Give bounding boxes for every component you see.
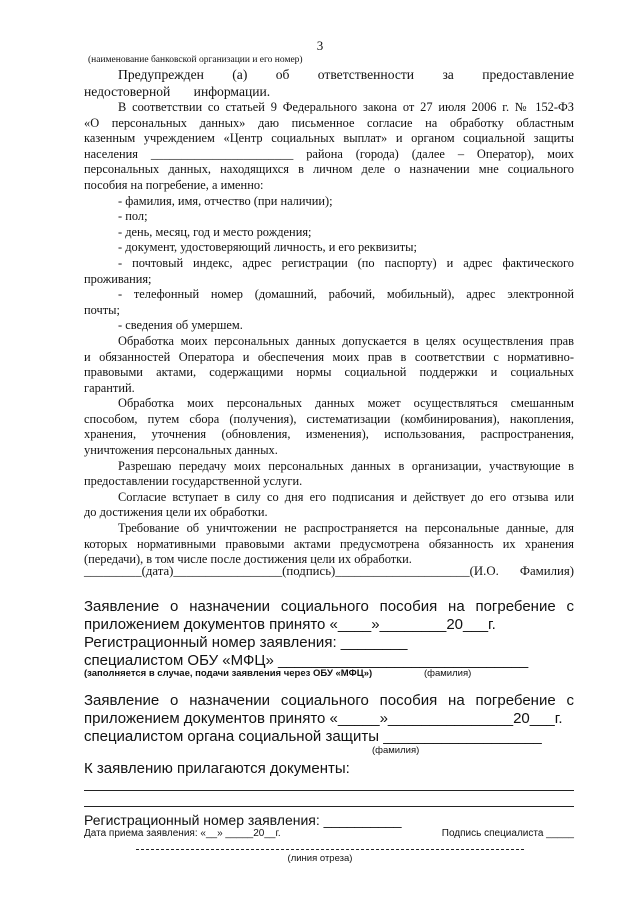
consent-para2-line3: правовыми актами, содержащими нормы социальной поддержки и социальных [84, 365, 574, 380]
tear-off-date-received: Дата приема заявления: «__» _____20__г. [84, 828, 281, 839]
consent-para3-line1: Обработка моих персональных данных может осуществляться смешанным [118, 396, 574, 411]
consent-para1-line4: населения _______________________ района (города) (далее – Оператор), моих [84, 146, 574, 161]
list-item-phone-line1: - телефонный номер (домашний, рабочий, мобильный), адрес электронной [118, 287, 574, 302]
consent-para1-line5: персональных данных, находящихся в личном деле о назначении мне социального [84, 162, 574, 177]
tear-off-reg-number: Регистрационный номер заявления: __________ [84, 812, 402, 828]
consent-para6-line3: (передачи), в том числе после достижения цели их обработки. [84, 552, 412, 567]
bank-caption: (наименование банковской организации и его номер) [88, 55, 303, 65]
mfc-note: (заполняется в случае, подачи заявления через ОБУ «МФЦ») [84, 668, 373, 679]
consent-para6-line2: которых нормативными правовыми актами предусмотрена обязанность их хранения [84, 536, 574, 551]
consent-para1-line2: «О персональных данных» даю письменное согласие на обработку областным [84, 115, 574, 130]
consent-para3-line2: способом, путем сбора (получения), систематизации (комбинирования), накопления, [84, 411, 574, 426]
mfc-line-4: специалистом ОБУ «МФЦ» ______________________________ [84, 652, 529, 669]
consent-para2-line1: Обработка моих персональных данных допускается в целях осуществления прав [118, 333, 574, 348]
consent-para3-line4: уничтожения персональных данных. [84, 443, 278, 458]
consent-para6-line1: Требование об уничтожении не распространяется на персональные данные, для [118, 521, 574, 536]
list-item-phone-line2: почты; [84, 302, 120, 317]
warning-line-2: недостоверной информации. [84, 84, 271, 99]
social-line-2: приложением документов принято «_____»_______________20___г. [84, 710, 563, 727]
attachments-line-1 [84, 790, 574, 791]
page-number: 3 [316, 38, 324, 53]
consent-para1-line6: пособия на погребение, а именно: [84, 177, 264, 192]
consent-para4-line2: предоставлении государственной услуги. [84, 474, 303, 489]
mfc-line-1: Заявление о назначении социального пособия на погребение с [84, 598, 574, 615]
consent-para2-line2: и обязанностей Оператора и обеспечения моих прав в соответствии с нормативно- [84, 349, 574, 364]
consent-para1-line1: В соответствии со статьей 9 Федерального закона от 27 июля 2006 г. № 152-ФЗ [118, 100, 574, 114]
social-line-1: Заявление о назначении социального пособия на погребение с [84, 692, 574, 709]
mfc-line-3: Регистрационный номер заявления: ________ [84, 634, 408, 651]
mfc-line-2: приложением документов принято «____»________20___г. [84, 616, 496, 633]
tear-off-specialist-signature: Подпись специалиста _____ [441, 828, 574, 839]
tear-off-row [84, 828, 574, 839]
warning-line-1: Предупрежден (а) об ответственности за предоставление [118, 67, 574, 82]
list-item-sex: - пол; [118, 209, 148, 224]
consent-body [84, 66, 574, 568]
attachments-label: К заявлению прилагаются документы: [84, 760, 350, 777]
list-item-address-line2: проживания; [84, 271, 152, 286]
social-surname-caption: (фамилия) [372, 745, 420, 756]
list-item-birth: - день, месяц, год и место рождения; [118, 224, 312, 239]
consent-para2-line4: гарантий. [84, 380, 135, 395]
attachments-line-2 [84, 806, 574, 807]
list-item-fio: - фамилия, имя, отчество (при наличии); [118, 193, 333, 208]
social-block [84, 692, 574, 746]
consent-para4-line1: Разрешаю передачу моих персональных данных в организации, участвующие в [118, 458, 574, 473]
consent-para3-line3: хранения, уточнения (обновления, изменения), использования, распространения, [84, 427, 574, 442]
consent-para5-line1: Согласие вступает в силу со дня его подписания и действует до его отзыва или [118, 489, 574, 504]
social-line-3: специалистом органа социальной защиты ___________________ [84, 728, 542, 745]
list-item-deceased: - сведения об умершем. [118, 318, 243, 333]
cut-line-caption: (линия отреза) [287, 853, 353, 864]
consent-para1-line3: казенным учреждением «Центр социальных выплат» и органом социальной защиты [84, 131, 574, 146]
mfc-block [84, 598, 574, 670]
list-item-address-line1: - почтовый индекс, адрес регистрации (по паспорту) и адрес фактического [118, 255, 574, 270]
consent-para5-line2: до достижения цели их обработки. [84, 505, 268, 520]
signature-line: _________(дата)_________________(подпись)_____________________(И.О. Фамилия) [84, 564, 574, 578]
mfc-surname-caption: (фамилия) [424, 668, 472, 679]
cut-line [136, 849, 524, 850]
list-item-id-document: - документ, удостоверяющий личность, и его реквизиты; [118, 240, 417, 255]
